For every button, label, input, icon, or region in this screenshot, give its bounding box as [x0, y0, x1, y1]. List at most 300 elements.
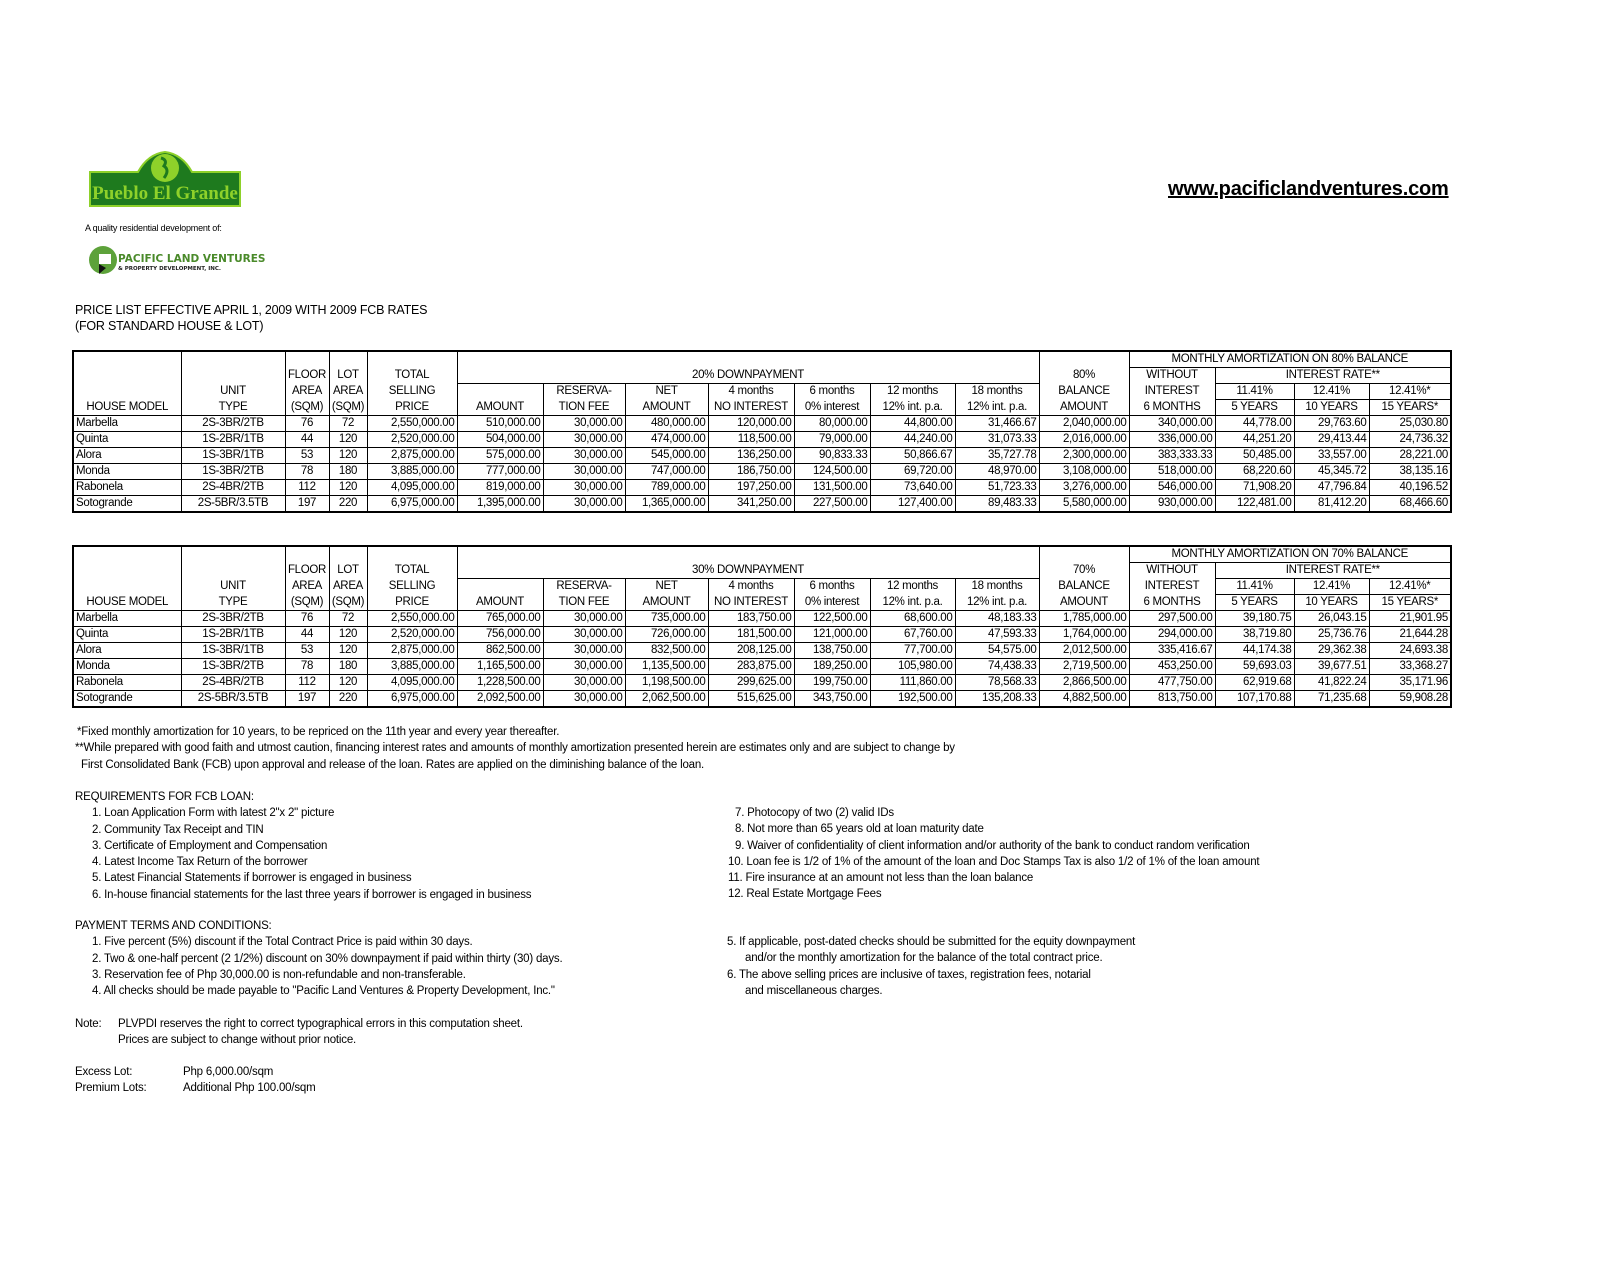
col-house-model: HOUSE MODEL: [73, 595, 181, 611]
premium-lots-value: Additional Php 100.00/sqm: [183, 1082, 316, 1095]
table-cell: 122,500.00: [794, 611, 870, 627]
interest-rate-header: INTEREST RATE**: [1215, 368, 1451, 384]
col-6m: 6 months: [794, 384, 870, 400]
col-interest: INTEREST: [1129, 579, 1215, 595]
table-row: [73, 643, 1451, 659]
table-cell: 726,000.00: [625, 627, 708, 643]
col-floor: FLOOR: [285, 368, 329, 384]
table-cell: 138,750.00: [794, 643, 870, 659]
table-cell: 41,822.24: [1294, 675, 1369, 691]
table-cell: 48,183.33: [955, 611, 1039, 627]
table-cell: 930,000.00: [1129, 496, 1215, 513]
table-cell: 336,000.00: [1129, 432, 1215, 448]
col-balance-amount: AMOUNT: [1039, 595, 1129, 611]
table-cell: 2,092,500.00: [457, 691, 543, 708]
price-table: [72, 350, 1452, 513]
table-cell: 862,500.00: [457, 643, 543, 659]
col-balance: BALANCE: [1039, 384, 1129, 400]
table-cell: 78: [285, 464, 329, 480]
table-cell: 294,000.00: [1129, 627, 1215, 643]
table-cell: 4,095,000.00: [367, 480, 457, 496]
table-cell: 29,362.38: [1294, 643, 1369, 659]
table-cell: 1,135,500.00: [625, 659, 708, 675]
table-cell: 1S-2BR/1TB: [181, 627, 285, 643]
table-cell: 53: [285, 448, 329, 464]
table-cell: 5,580,000.00: [1039, 496, 1129, 513]
table-cell: 74,438.33: [955, 659, 1039, 675]
table-cell: 29,763.60: [1294, 416, 1369, 432]
table-cell: 208,125.00: [708, 643, 794, 659]
table-cell: Monda: [73, 659, 181, 675]
requirement-item: 11. Fire insurance at an amount not less than the loan balance: [728, 872, 1034, 885]
requirement-item: 12. Real Estate Mortgage Fees: [728, 888, 882, 901]
col-floor-area: AREA: [285, 384, 329, 400]
requirement-item: 10. Loan fee is 1/2 of 1% of the amount of the loan and Doc Stamps Tax is also 1/2 of 1% of the loan amount: [728, 855, 1260, 868]
table-cell: Marbella: [73, 611, 181, 627]
table-cell: Sotogrande: [73, 496, 181, 513]
table-cell: 6,975,000.00: [367, 691, 457, 708]
table-cell: 30,000.00: [543, 464, 625, 480]
table-cell: 78: [285, 659, 329, 675]
table-cell: 26,043.15: [1294, 611, 1369, 627]
table-cell: 4,095,000.00: [367, 675, 457, 691]
table-cell: 38,135.16: [1369, 464, 1451, 480]
requirement-item: 2. Community Tax Receipt and TIN: [92, 823, 264, 836]
table-cell: 51,723.33: [955, 480, 1039, 496]
col-12m: 12 months: [870, 579, 955, 595]
col-12m-sub: 12% int. p.a.: [870, 595, 955, 611]
col-4m-sub: NO INTEREST: [708, 595, 794, 611]
col-unit: UNIT: [181, 384, 285, 400]
requirement-item: 4. Latest Income Tax Return of the borrower: [92, 856, 308, 869]
table-cell: 510,000.00: [457, 416, 543, 432]
requirement-item: 1. Loan Application Form with latest 2"x 2" picture: [92, 807, 335, 820]
col-lot-sqm: (SQM): [329, 595, 367, 611]
table-cell: 2S-3BR/2TB: [181, 416, 285, 432]
table-cell: 2,062,500.00: [625, 691, 708, 708]
table-cell: 81,412.20: [1294, 496, 1369, 513]
table-cell: 1,228,500.00: [457, 675, 543, 691]
table-cell: 227,500.00: [794, 496, 870, 513]
table-cell: 120,000.00: [708, 416, 794, 432]
col-lot: LOT: [329, 368, 367, 384]
note: [75, 1016, 523, 1049]
col-house-model: HOUSE MODEL: [73, 400, 181, 416]
price-table: [72, 545, 1452, 708]
table-cell: 122,481.00: [1215, 496, 1294, 513]
table-cell: 1,395,000.00: [457, 496, 543, 513]
col-net: NET: [625, 579, 708, 595]
footnote-2: **While prepared with good faith and utmost caution, financing interest rates and amounts of monthly amortization presented herein are estimates only and are subject to change by: [75, 742, 955, 755]
table-cell: 112: [285, 675, 329, 691]
table-cell: 2,040,000.00: [1039, 416, 1129, 432]
table-cell: 89,483.33: [955, 496, 1039, 513]
table-cell: 44,251.20: [1215, 432, 1294, 448]
table-cell: 120: [329, 448, 367, 464]
payment-terms-left: [75, 918, 562, 999]
table-cell: 2,520,000.00: [367, 432, 457, 448]
col-unit: UNIT: [181, 579, 285, 595]
table-cell: 68,466.60: [1369, 496, 1451, 513]
interest-rate-header: INTEREST RATE**: [1215, 563, 1451, 579]
table-cell: 135,208.33: [955, 691, 1039, 708]
table-cell: 813,750.00: [1129, 691, 1215, 708]
col-4m: 4 months: [708, 579, 794, 595]
table-row: [73, 496, 1451, 513]
table-cell: 30,000.00: [543, 675, 625, 691]
table-row: [73, 611, 1451, 627]
table-cell: 30,000.00: [543, 627, 625, 643]
table-cell: Monda: [73, 464, 181, 480]
table-cell: 71,235.68: [1294, 691, 1369, 708]
table-row: [73, 659, 1451, 675]
table-cell: 127,400.00: [870, 496, 955, 513]
excess-lot-label: Excess Lot:: [75, 1066, 133, 1078]
table-cell: 77,700.00: [870, 643, 955, 659]
table-cell: 118,500.00: [708, 432, 794, 448]
table-cell: 2S-5BR/3.5TB: [181, 691, 285, 708]
table-cell: 220: [329, 496, 367, 513]
table-cell: 112: [285, 480, 329, 496]
table-cell: 340,000.00: [1129, 416, 1215, 432]
col-rate1: 11.41%: [1215, 384, 1294, 400]
requirement-item: 9. Waiver of confidentiality of client information and/or authority of the bank to conduct random verification: [735, 839, 1250, 852]
table-cell: Quinta: [73, 432, 181, 448]
table-cell: 90,833.33: [794, 448, 870, 464]
table-cell: Quinta: [73, 627, 181, 643]
table-cell: 197: [285, 496, 329, 513]
table-cell: 39,677.51: [1294, 659, 1369, 675]
table-cell: 136,250.00: [708, 448, 794, 464]
col-without: WITHOUT: [1129, 368, 1215, 384]
col-18m: 18 months: [955, 579, 1039, 595]
table-cell: 131,500.00: [794, 480, 870, 496]
table-cell: 2,719,500.00: [1039, 659, 1129, 675]
table-cell: 297,500.00: [1129, 611, 1215, 627]
col-selling: SELLING: [367, 579, 457, 595]
table-cell: 44,778.00: [1215, 416, 1294, 432]
col-rate1: 11.41%: [1215, 579, 1294, 595]
col-floor-area: AREA: [285, 579, 329, 595]
col-lot-sqm: (SQM): [329, 400, 367, 416]
balance-pct: 70%: [1039, 563, 1129, 579]
col-lot-area: AREA: [329, 384, 367, 400]
table-cell: 50,485.00: [1215, 448, 1294, 464]
table-cell: 33,557.00: [1294, 448, 1369, 464]
table-cell: 30,000.00: [543, 643, 625, 659]
title-line-1: PRICE LIST EFFECTIVE APRIL 1, 2009 WITH 2009 FCB RATES: [75, 303, 428, 317]
col-total: TOTAL: [367, 563, 457, 579]
table-cell: Rabonela: [73, 480, 181, 496]
table-cell: 283,875.00: [708, 659, 794, 675]
table-row: [73, 432, 1451, 448]
col-18m-sub: 12% int. p.a.: [955, 595, 1039, 611]
table-cell: 31,073.33: [955, 432, 1039, 448]
payment-term-item-cont: and/or the monthly amortization for the balance of the total contract price.: [745, 952, 1103, 965]
table-cell: 341,250.00: [708, 496, 794, 513]
table-cell: 299,625.00: [708, 675, 794, 691]
payment-term-item: 6. The above selling prices are inclusive of taxes, registration fees, notarial: [727, 968, 1091, 981]
premium-lots-label: Premium Lots:: [75, 1082, 147, 1095]
table-cell: 3,276,000.00: [1039, 480, 1129, 496]
table-cell: 756,000.00: [457, 627, 543, 643]
table-cell: 2,550,000.00: [367, 611, 457, 627]
table-cell: 30,000.00: [543, 659, 625, 675]
table-row: [73, 627, 1451, 643]
col-10yr: 10 YEARS: [1294, 400, 1369, 416]
col-5yr: 5 YEARS: [1215, 595, 1294, 611]
table-cell: 2S-5BR/3.5TB: [181, 496, 285, 513]
table-cell: 3,885,000.00: [367, 659, 457, 675]
downpayment-header: 20% DOWNPAYMENT: [457, 368, 1039, 384]
col-18m-sub: 12% int. p.a.: [955, 400, 1039, 416]
table-cell: 73,640.00: [870, 480, 955, 496]
col-balance-amount: AMOUNT: [1039, 400, 1129, 416]
table-cell: 1S-3BR/2TB: [181, 464, 285, 480]
table-cell: 54,575.00: [955, 643, 1039, 659]
col-six-months: 6 MONTHS: [1129, 400, 1215, 416]
table-cell: 2,520,000.00: [367, 627, 457, 643]
table-cell: 21,901.95: [1369, 611, 1451, 627]
table-row: [73, 416, 1451, 432]
table-cell: 2,300,000.00: [1039, 448, 1129, 464]
requirements-right: [728, 805, 1259, 903]
col-tion-fee: TION FEE: [543, 595, 625, 611]
table-cell: 789,000.00: [625, 480, 708, 496]
requirement-item: 3. Certificate of Employment and Compensation: [92, 839, 328, 852]
col-reserva: RESERVA-: [543, 384, 625, 400]
table-cell: 480,000.00: [625, 416, 708, 432]
amort-header: MONTHLY AMORTIZATION ON 80% BALANCE: [1129, 351, 1451, 368]
col-5yr: 5 YEARS: [1215, 400, 1294, 416]
col-12m-sub: 12% int. p.a.: [870, 400, 955, 416]
table-cell: 1S-2BR/1TB: [181, 432, 285, 448]
website-link[interactable]: www.pacificlandventures.com: [1168, 178, 1449, 200]
table-cell: 30,000.00: [543, 496, 625, 513]
col-six-months: 6 MONTHS: [1129, 595, 1215, 611]
table-cell: 120: [329, 643, 367, 659]
table-cell: 545,000.00: [625, 448, 708, 464]
payment-term-item: 3. Reservation fee of Php 30,000.00 is non-refundable and non-transferable.: [92, 968, 466, 981]
table-cell: 45,345.72: [1294, 464, 1369, 480]
table-cell: 197: [285, 691, 329, 708]
table-cell: Alora: [73, 643, 181, 659]
table-cell: 24,736.32: [1369, 432, 1451, 448]
table-cell: 25,030.80: [1369, 416, 1451, 432]
table-cell: 28,221.00: [1369, 448, 1451, 464]
col-price: PRICE: [367, 595, 457, 611]
table-cell: 1S-3BR/2TB: [181, 659, 285, 675]
table-cell: 68,600.00: [870, 611, 955, 627]
note-line-1: PLVPDI reserves the right to correct typographical errors in this computation sheet.: [118, 1018, 523, 1030]
payment-term-item: 5. If applicable, post-dated checks should be submitted for the equity downpayment: [727, 936, 1136, 948]
table-cell: 80,000.00: [794, 416, 870, 432]
table-cell: 48,970.00: [955, 464, 1039, 480]
pacific-land-ventures-logo: [88, 244, 278, 276]
table-cell: 383,333.33: [1129, 448, 1215, 464]
tagline: A quality residential development of:: [85, 223, 222, 233]
table-cell: 59,693.03: [1215, 659, 1294, 675]
table-cell: 76: [285, 611, 329, 627]
col-15yr: 15 YEARS*: [1369, 595, 1451, 611]
col-rate3: 12.41%*: [1369, 384, 1451, 400]
table-cell: 120: [329, 627, 367, 643]
col-lot-area: AREA: [329, 579, 367, 595]
footnotes: [75, 724, 955, 773]
table-cell: 44: [285, 627, 329, 643]
table-cell: 44,800.00: [870, 416, 955, 432]
table-cell: 4,882,500.00: [1039, 691, 1129, 708]
table-cell: 2S-4BR/2TB: [181, 480, 285, 496]
table-cell: 2,016,000.00: [1039, 432, 1129, 448]
col-floor-sqm: (SQM): [285, 400, 329, 416]
table-cell: 107,170.88: [1215, 691, 1294, 708]
developer-logo-line1: PACIFIC LAND VENTURES: [118, 253, 266, 265]
table-cell: 39,180.75: [1215, 611, 1294, 627]
table-row: [73, 448, 1451, 464]
table-cell: 2S-3BR/2TB: [181, 611, 285, 627]
table-cell: 1S-3BR/1TB: [181, 448, 285, 464]
payment-term-item: 4. All checks should be made payable to "Pacific Land Ventures & Property Development, Inc.": [92, 985, 555, 998]
footnote-3: First Consolidated Bank (FCB) upon approval and release of the loan. Rates are applied on the diminishing balance of the loan.: [81, 758, 705, 771]
table-cell: 30,000.00: [543, 416, 625, 432]
table-cell: 197,250.00: [708, 480, 794, 496]
note-line-2: Prices are subject to change without prior notice.: [118, 1034, 357, 1047]
table-cell: 62,919.68: [1215, 675, 1294, 691]
table-cell: 35,727.78: [955, 448, 1039, 464]
table-cell: 180: [329, 464, 367, 480]
table-cell: 30,000.00: [543, 691, 625, 708]
note-label: Note:: [75, 1018, 102, 1030]
table-cell: 35,171.96: [1369, 675, 1451, 691]
pueblo-el-grande-logo: [88, 150, 242, 208]
table-cell: 453,250.00: [1129, 659, 1215, 675]
table-cell: 31,466.67: [955, 416, 1039, 432]
table-cell: 504,000.00: [457, 432, 543, 448]
col-lot: LOT: [329, 563, 367, 579]
table-cell: 186,750.00: [708, 464, 794, 480]
table-cell: 735,000.00: [625, 611, 708, 627]
table-cell: 335,416.67: [1129, 643, 1215, 659]
table-cell: 546,000.00: [1129, 480, 1215, 496]
col-4m-sub: NO INTEREST: [708, 400, 794, 416]
table-cell: 192,500.00: [870, 691, 955, 708]
table-cell: 79,000.00: [794, 432, 870, 448]
table-cell: 30,000.00: [543, 611, 625, 627]
col-amount: AMOUNT: [457, 595, 543, 611]
table-cell: 67,760.00: [870, 627, 955, 643]
table-cell: 50,866.67: [870, 448, 955, 464]
table-cell: 181,500.00: [708, 627, 794, 643]
col-type: TYPE: [181, 595, 285, 611]
developer-logo-line2: & PROPERTY DEVELOPMENT, INC.: [118, 266, 222, 272]
table-row: [73, 675, 1451, 691]
table-cell: 76: [285, 416, 329, 432]
table-cell: 72: [329, 416, 367, 432]
table-cell: 183,750.00: [708, 611, 794, 627]
col-rate3: 12.41%*: [1369, 579, 1451, 595]
col-tion-fee: TION FEE: [543, 400, 625, 416]
table-cell: 1S-3BR/1TB: [181, 643, 285, 659]
table-cell: Marbella: [73, 416, 181, 432]
requirement-item: 6. In-house financial statements for the last three years if borrower is engaged in business: [92, 888, 532, 901]
requirement-item: 5. Latest Financial Statements if borrower is engaged in business: [92, 872, 412, 885]
table-cell: 777,000.00: [457, 464, 543, 480]
table-cell: 40,196.52: [1369, 480, 1451, 496]
requirement-item: 7. Photocopy of two (2) valid IDs: [735, 807, 894, 819]
table-cell: 44,174.38: [1215, 643, 1294, 659]
table-cell: 3,108,000.00: [1039, 464, 1129, 480]
table-cell: 38,719.80: [1215, 627, 1294, 643]
table-cell: 71,908.20: [1215, 480, 1294, 496]
table-cell: 819,000.00: [457, 480, 543, 496]
table-cell: 199,750.00: [794, 675, 870, 691]
table-cell: 44: [285, 432, 329, 448]
table-cell: 120: [329, 675, 367, 691]
col-without: WITHOUT: [1129, 563, 1215, 579]
logo-text: Pueblo El Grande: [92, 183, 238, 204]
table-cell: 105,980.00: [870, 659, 955, 675]
col-price: PRICE: [367, 400, 457, 416]
table-cell: 747,000.00: [625, 464, 708, 480]
table-cell: 2S-4BR/2TB: [181, 675, 285, 691]
col-balance: BALANCE: [1039, 579, 1129, 595]
table-cell: 2,875,000.00: [367, 448, 457, 464]
table-cell: 1,198,500.00: [625, 675, 708, 691]
col-amount: AMOUNT: [457, 400, 543, 416]
table-cell: 2,012,500.00: [1039, 643, 1129, 659]
table-cell: Rabonela: [73, 675, 181, 691]
table-cell: 220: [329, 691, 367, 708]
col-reserva: RESERVA-: [543, 579, 625, 595]
table-cell: 180: [329, 659, 367, 675]
table-cell: 1,365,000.00: [625, 496, 708, 513]
requirements-left: [75, 789, 531, 903]
payment-terms-heading: PAYMENT TERMS AND CONDITIONS:: [75, 920, 272, 932]
table-cell: 47,593.33: [955, 627, 1039, 643]
table-cell: Alora: [73, 448, 181, 464]
downpayment-header: 30% DOWNPAYMENT: [457, 563, 1039, 579]
table-cell: 189,250.00: [794, 659, 870, 675]
table-cell: Sotogrande: [73, 691, 181, 708]
table-cell: 474,000.00: [625, 432, 708, 448]
lot-pricing: [75, 1064, 315, 1097]
col-selling: SELLING: [367, 384, 457, 400]
requirement-item: 8. Not more than 65 years old at loan maturity date: [735, 823, 984, 836]
col-12m: 12 months: [870, 384, 955, 400]
col-6m: 6 months: [794, 579, 870, 595]
col-net-amount: AMOUNT: [625, 400, 708, 416]
col-rate2: 12.41%: [1294, 384, 1369, 400]
table-cell: 30,000.00: [543, 432, 625, 448]
payment-terms-right: [727, 934, 1135, 999]
table-cell: 477,750.00: [1129, 675, 1215, 691]
table-cell: 124,500.00: [794, 464, 870, 480]
table-cell: 518,000.00: [1129, 464, 1215, 480]
col-6m-sub: 0% interest: [794, 400, 870, 416]
table-cell: 2,866,500.00: [1039, 675, 1129, 691]
table-cell: 2,550,000.00: [367, 416, 457, 432]
title-line-2: (FOR STANDARD HOUSE & LOT): [75, 319, 264, 333]
table-cell: 29,413.44: [1294, 432, 1369, 448]
table-row: [73, 480, 1451, 496]
table-cell: 53: [285, 643, 329, 659]
table-cell: 1,165,500.00: [457, 659, 543, 675]
table-cell: 1,764,000.00: [1039, 627, 1129, 643]
table-cell: 343,750.00: [794, 691, 870, 708]
table-cell: 120: [329, 480, 367, 496]
payment-term-item: 1. Five percent (5%) discount if the Total Contract Price is paid within 30 days.: [92, 936, 473, 949]
